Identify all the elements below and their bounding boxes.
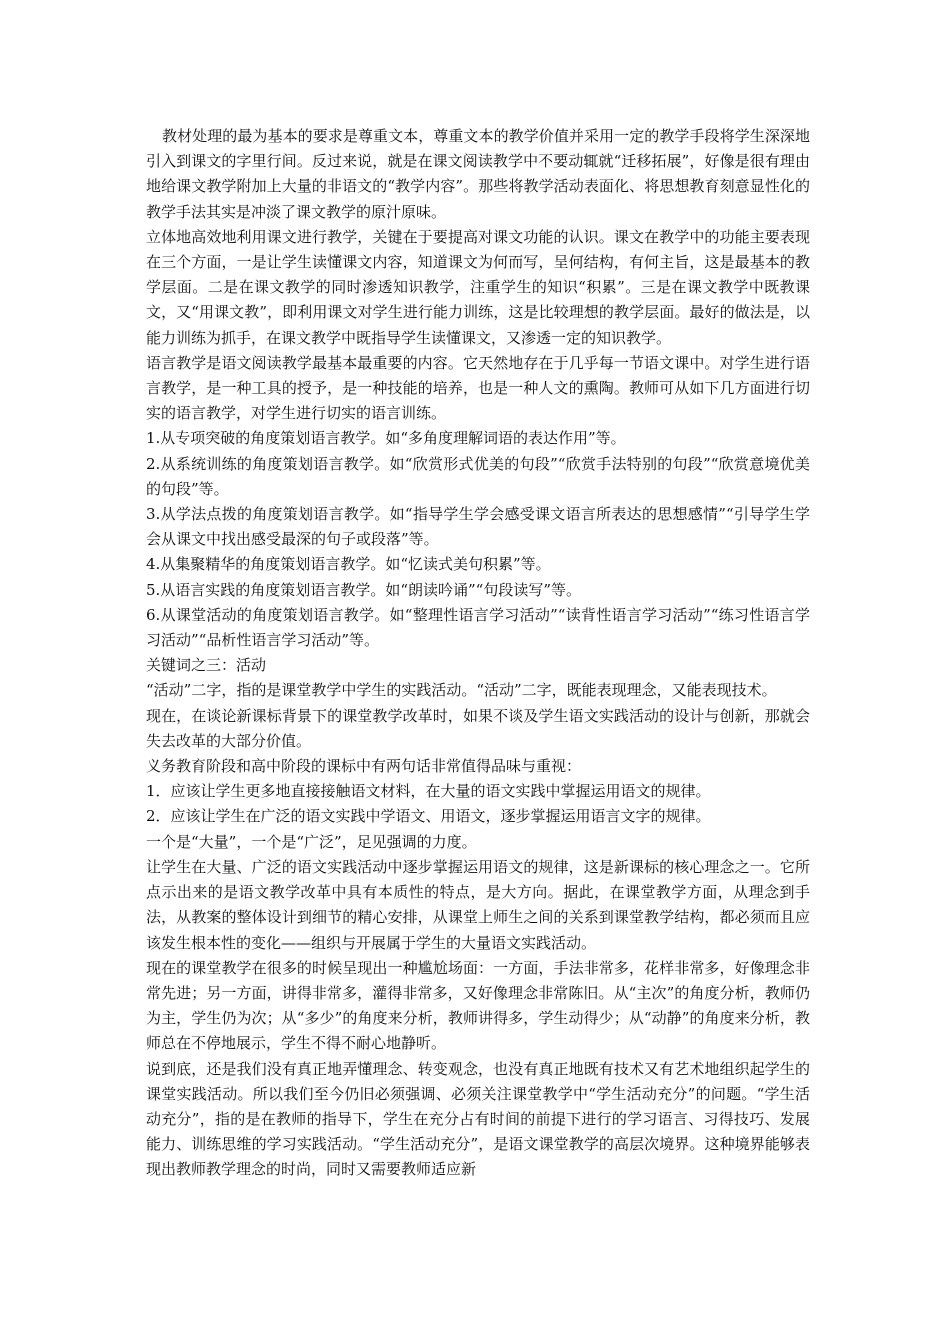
list-item-6: 6.从课堂活动的角度策划语言教学。如“整理性语言学习活动”“读背性语言学习活动”“练习性语言学习活动”“品析性语言学习活动”等。 <box>146 605 810 650</box>
paragraph-emphasis: 一个是“大量”，一个是“广泛”，足见强调的力度。 <box>146 832 477 851</box>
list-item-1: 1.从专项突破的角度策划语言教学。如“多角度理解词语的表达作用”等。 <box>146 429 626 448</box>
list-item-3: 3.从学法点拨的角度策划语言教学。如“指导学生学会感受课文语言所表达的思想感情”“引导学生学会从课文中找出感受最深的句子或段落”等。 <box>146 505 810 549</box>
document-body <box>146 124 810 1183</box>
curriculum-item-2: 2．应该让学生在广泛的语文实践中学语文、用语文，逐步掌握运用语言文字的规律。 <box>146 807 711 826</box>
paragraph-text-function: 立体地高效地利用课文进行教学，关键在于要提高对课文功能的认识。课文在教学中的功能主要表现在三个方面，一是让学生读懂课文内容，知道课文为何而写，呈何结构，有何主旨，这是最基本的教学层面。二是在课文教学的同时渗透知识教学，注重学生的知识“积累”。三是在课文教学中既教课文，又“用课文教”，即利用课文对学生进行能力训练，这是比较理想的教学层面。最好的做法是，以能力训练为抓手，在课文教学中既指导学生读懂课文，又渗透一定的知识教学。 <box>146 227 810 347</box>
list-item-4: 4.从集聚精华的角度策划语言教学。如“忆读式美句积累”等。 <box>146 555 551 574</box>
paragraph-language-teaching: 语言教学是语文阅读教学最基本最重要的内容。它天然地存在于几乎每一节语文课中。对学生进行语言教学，是一种工具的授予，是一种技能的培养，也是一种人文的熏陶。教师可从如下几方面进行切实的语言教学，对学生进行切实的语言训练。 <box>146 353 810 423</box>
list-item-2: 2.从系统训练的角度策划语言教学。如“欣赏形式优美的句段”“欣赏手法特别的句段”“欣赏意境优美的句段”等。 <box>146 454 810 498</box>
paragraph-awkward-scene: 现在的课堂教学在很多的时候呈现出一种尴尬场面：一方面，手法非常多，花样非常多，好像理念非常先进；另一方面，讲得非常多，灌得非常多，又好像理念非常陈旧。从“主次”的角度分析，教师仍为主，学生仍为次；从“多少”的角度来分析，教师讲得多，学生动得少；从“动静”的角度来分析，教师总在不停地展示，学生不得不耐心地静听。 <box>146 958 810 1053</box>
section-heading-activity: 关键词之三：活动 <box>146 656 267 675</box>
paragraph-text-respect: 教材处理的最为基本的要求是尊重文本，尊重文本的教学价值并采用一定的教学手段将学生深深地引入到课文的字里行间。反过来说，就是在课文阅读教学中不要动辄就“迁移拓展”，好像是很有理由地给课文教学附加上大量的非语文的“教学内容”。那些将教学活动表面化、将思想教育刻意显性化的教学手法其实是冲淡了课文教学的原汁原味。 <box>146 127 810 221</box>
paragraph-activity-definition: “活动”二字，指的是课堂教学中学生的实践活动。“活动”二字，既能表现理念，又能表现技术。 <box>146 681 777 700</box>
paragraph-curriculum-intro: 义务教育阶段和高中阶段的课标中有两句话非常值得品味与重视： <box>146 757 582 776</box>
list-item-5: 5.从语言实践的角度策划语言教学。如“朗读吟诵”“句段读写”等。 <box>146 580 581 599</box>
paragraph-conclusion: 说到底，还是我们没有真正地弄懂理念、转变观念，也没有真正地既有技术又有艺术地组织起学生的课堂实践活动。所以我们至今仍旧必须强调、必须关注课堂教学中“学生活动充分”的问题。“学生活动充分”，指的是在教师的指导下，学生在充分占有时间的前提下进行的学习语言、习得技巧、发展能力、训练思维的学习实践活动。“学生活动充分”，是语文课堂教学的高层次境界。这种境界能够表现出教师教学理念的时尚，同时又需要教师适应新 <box>146 1059 810 1179</box>
paragraph-reform-value: 现在，在谈论新课标背景下的课堂教学改革时，如果不谈及学生语文实践活动的设计与创新，那就会失去改革的大部分价值。 <box>146 706 810 750</box>
curriculum-item-1: 1．应该让学生更多地直接接触语文材料，在大量的语文实践中掌握运用语文的规律。 <box>146 782 711 801</box>
paragraph-core-concept: 让学生在大量、广泛的语文实践活动中逐步掌握运用语文的规律，这是新课标的核心理念之一。它所点示出来的是语文教学改革中具有本质性的特点，是大方向。据此，在课堂教学方面，从理念到手法，从教案的整体设计到细节的精心安排，从课堂上师生之间的关系到课堂教学结构，都必须而且应该发生根本性的变化——组织与开展属于学生的大量语文实践活动。 <box>146 857 810 952</box>
